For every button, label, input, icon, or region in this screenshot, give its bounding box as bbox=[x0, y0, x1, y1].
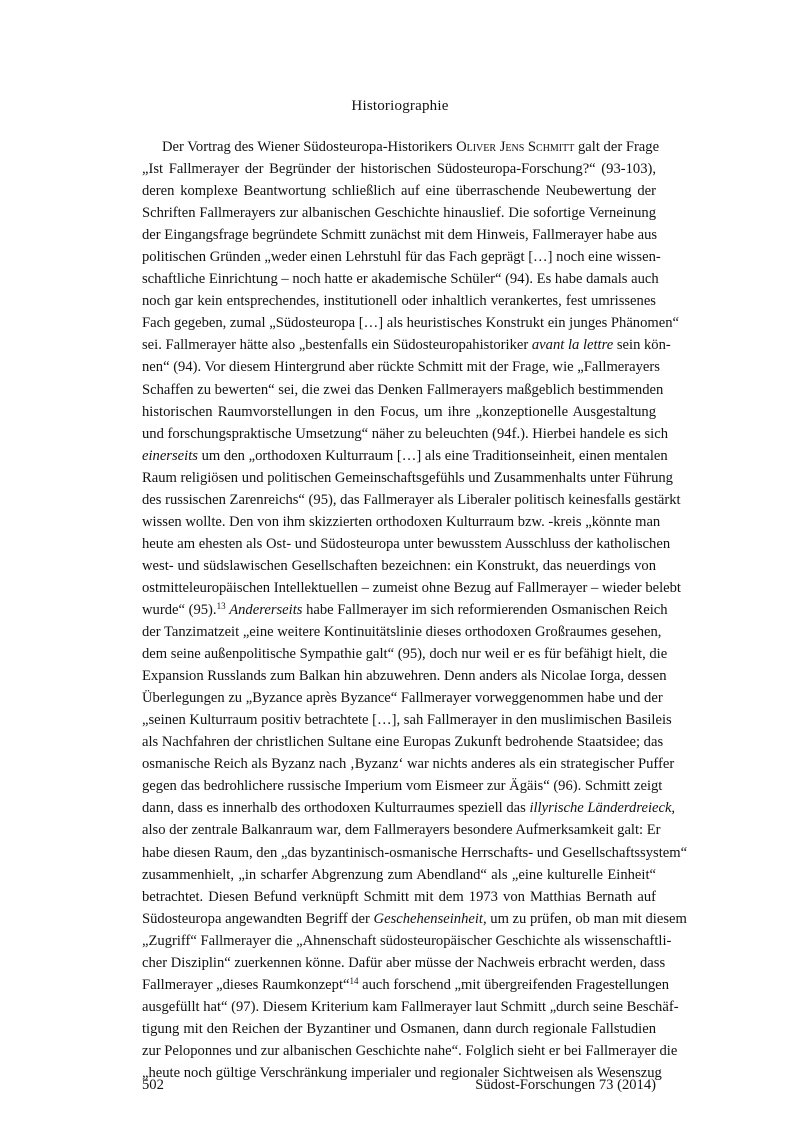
text-line bbox=[142, 775, 663, 797]
text-line bbox=[142, 379, 664, 401]
text-line bbox=[142, 930, 672, 952]
text-line bbox=[142, 136, 660, 158]
text-run: zusammenhielt, „in scharfer Abgrenzung zum Abendland“ als „eine kulturelle Einheit“ bbox=[142, 866, 656, 883]
text-line bbox=[142, 864, 656, 886]
text-run: heute am ehesten als Ost- und Südosteuropa unter bewusstem Ausschluss der katholischen bbox=[142, 535, 671, 552]
text-line bbox=[142, 797, 676, 819]
text-run: deren komplexe Beantwortung schließlich auf eine überraschende Neubewertung der bbox=[142, 183, 656, 200]
page-number: 502 bbox=[142, 1077, 164, 1093]
text-run: west- und südslawischen Gesellschaften bezeichnen: ein Konstrukt, das neuerdings von bbox=[142, 557, 656, 574]
italic-term: illyrische Länderdreieck, bbox=[529, 800, 676, 817]
text-run: als Nachfahren der christlichen Sultane eine Europas Zukunft bedrohende Staatsidee; das bbox=[142, 734, 664, 751]
text-run: ostmitteleuropäischen Intellektuellen – zumeist ohne Bezug auf Fallmerayer – wieder belebt bbox=[142, 579, 681, 596]
text-run: „seinen Kulturraum positiv betrachtete […], sah Fallmerayer in den muslimischen Basileis bbox=[142, 712, 672, 729]
text-line bbox=[142, 996, 679, 1018]
text-run: „heute noch gültige Verschränkung imperialer und regionaler Sichtweisen als Wesenszug bbox=[142, 1064, 662, 1081]
text-run: habe diesen Raum, den „das byzantinisch-osmanische Herrschafts- und Gesellschaftssystem“ bbox=[142, 844, 688, 861]
running-title: Historiographie bbox=[351, 98, 449, 114]
text-run: und forschungspraktische Umsetzung“ näher zu beleuchten (94f.). Hierbei handele es sich bbox=[142, 425, 668, 442]
text-run: der Tanzimatzeit „eine weitere Kontinuitätslinie dieses orthodoxen Großraumes gesehen, bbox=[142, 624, 662, 641]
text-line bbox=[142, 511, 661, 533]
text-run: Überlegungen zu „Byzance après Byzance“ Fallmerayer vorweggenommen habe und der bbox=[142, 690, 663, 707]
text-run: ausgefüllt hat“ (97). Diesem Kriterium kam Fallmerayer laut Schmitt „durch seine Beschäf- bbox=[142, 998, 679, 1015]
text-run: „Zugriff“ Fallmerayer die „Ahnenschaft südosteuropäischer Geschichte als wissenschaftli- bbox=[142, 932, 672, 949]
text-line bbox=[142, 974, 670, 996]
text-line bbox=[142, 158, 656, 180]
text-line bbox=[142, 952, 666, 974]
italic-term: avant la lettre bbox=[531, 337, 614, 354]
text-run: Der Vortrag des Wiener Südosteuropa-Historikers bbox=[162, 139, 457, 155]
text-run: der Eingangsfrage begründete Schmitt zunächst mit dem Hinweis, Fallmerayer habe aus bbox=[142, 227, 658, 244]
text-run: Südosteuropa angewandten Begriff der bbox=[142, 910, 374, 927]
text-line bbox=[142, 1040, 678, 1062]
text-line bbox=[142, 445, 668, 467]
text-line bbox=[142, 533, 671, 555]
text-line bbox=[142, 202, 656, 224]
footnote-ref: 13 bbox=[216, 600, 226, 611]
italic-term: Geschehenseinheit bbox=[373, 910, 483, 927]
text-run: Expansion Russlands zum Balkan hin abzuwehren. Denn anders als Nicolae Iorga, dessen bbox=[142, 668, 667, 685]
text-line bbox=[142, 577, 681, 599]
text-run: , um zu prüfen, ob man mit diesem bbox=[482, 910, 687, 927]
text-run: des russischen Zarenreichs“ (95), das Fallmerayer als Liberaler politisch keinesfalls gestärkt bbox=[142, 491, 681, 508]
text-line bbox=[142, 1018, 656, 1040]
text-run: auch forschend „mit übergreifenden Fragestellungen bbox=[358, 976, 670, 993]
text-run: noch gar kein entsprechendes, institutionell oder inhaltlich verankertes, fest umrissenes bbox=[142, 293, 656, 310]
text-line bbox=[142, 246, 661, 268]
text-line bbox=[142, 268, 659, 290]
text-run: sei. Fallmerayer hätte also „bestenfalls ein Südosteuropahistoriker bbox=[142, 337, 532, 354]
journal-citation: Südost-Forschungen 73 (2014) bbox=[475, 1077, 656, 1093]
text-line bbox=[142, 599, 668, 621]
text-line bbox=[142, 290, 656, 312]
text-run: wissen wollte. Den von ihm skizzierten orthodoxen Kulturraum bzw. -kreis „könnte man bbox=[142, 513, 661, 530]
text-line bbox=[142, 312, 680, 334]
text-run: also der zentrale Balkanraum war, dem Fallmerayers besondere Aufmerksamkeit galt: Er bbox=[142, 822, 661, 839]
text-line bbox=[142, 401, 656, 423]
text-run: wurde“ (95). bbox=[142, 601, 217, 618]
text-run: historischen Raumvorstellungen in den Focus, um ihre „konzeptionelle Ausgestaltung bbox=[142, 403, 656, 420]
text-line bbox=[142, 886, 656, 908]
text-run: Fach gegeben, zumal „Südosteuropa […] als heuristisches Konstrukt ein junges Phänomen“ bbox=[142, 315, 680, 332]
text-run: dem seine außenpolitische Sympathie galt“ (95), doch nur weil er es für befähigt hielt, die bbox=[142, 646, 668, 663]
text-line bbox=[142, 731, 664, 753]
text-line bbox=[142, 489, 681, 511]
text-line bbox=[142, 908, 687, 930]
text-line bbox=[142, 467, 673, 489]
text-run: galt der Frage bbox=[574, 139, 660, 155]
text-run: um den „orthodoxen Kulturraum […] als eine Traditionseinheit, einen mentalen bbox=[197, 447, 668, 464]
text-run: cher Disziplin“ zuerkennen könne. Dafür aber müsse der Nachweis erbracht werden, dass bbox=[142, 954, 666, 971]
text-line bbox=[142, 423, 668, 445]
text-run: sein kön- bbox=[613, 337, 671, 354]
italic-term: Andererseits bbox=[229, 601, 303, 618]
text-run: „Ist Fallmerayer der Begründer der historischen Südosteuropa-Forschung?“ (93-103), bbox=[142, 161, 656, 178]
italic-term: einerseits bbox=[142, 447, 198, 464]
text-line bbox=[142, 224, 656, 246]
text-line bbox=[142, 356, 660, 378]
text-line bbox=[142, 687, 663, 709]
text-run: Fallmerayer „dieses Raumkonzept“ bbox=[142, 976, 350, 993]
text-line bbox=[142, 621, 662, 643]
text-run: Schaffen zu bewerten“ sei, die zwei das Denken Fallmerayers maßgeblich bestimmenden bbox=[142, 381, 664, 398]
text-run: habe Fallmerayer im sich reformierenden Osmanischen Reich bbox=[302, 601, 668, 618]
text-run: nen“ (94). Vor diesem Hintergrund aber rückte Schmitt mit der Frage, wie „Fallmerayers bbox=[142, 359, 660, 376]
text-run: tigung mit den Reichen der Byzantiner und Osmanen, dann durch regionale Fallstudien bbox=[142, 1020, 656, 1037]
text-line bbox=[142, 334, 671, 356]
text-run: schaftliche Einrichtung – noch hatte er akademische Schüler“ (94). Es habe damals auch bbox=[142, 271, 659, 288]
page-footer bbox=[142, 1077, 656, 1094]
text-run: Schriften Fallmerayers zur albanischen Geschichte hinauslief. Die sofortige Verneinung bbox=[142, 205, 656, 222]
text-line bbox=[142, 709, 672, 731]
text-run: zur Peloponnes und zur albanischen Geschichte nahe“. Folglich sieht er bei Fallmerayer die bbox=[142, 1042, 678, 1059]
text-run: osmanische Reich als Byzanz nach ‚Byzanz‘ war nichts anderes als ein strategischer Puffer bbox=[142, 756, 675, 773]
body-paragraph bbox=[142, 136, 688, 1084]
text-line bbox=[142, 842, 688, 864]
text-run: Raum religiösen und politischen Gemeinschaftsgefühls und Zusammenhalts unter Führung bbox=[142, 469, 673, 486]
text-run: dann, dass es innerhalb des orthodoxen Kulturraumes speziell das bbox=[142, 800, 530, 817]
text-line bbox=[142, 180, 656, 202]
text-line bbox=[142, 753, 675, 775]
text-run: politischen Gründen „weder einen Lehrstuhl für das Fach geprägt […] noch eine wissen- bbox=[142, 249, 661, 266]
text-line bbox=[142, 819, 661, 841]
footnote-ref: 14 bbox=[349, 975, 359, 986]
author-name: Oliver Jens Schmitt bbox=[456, 139, 575, 155]
text-line bbox=[142, 555, 656, 577]
text-line bbox=[142, 643, 668, 665]
text-run: betrachtet. Diesen Befund verknüpft Schmitt mit dem 1973 von Matthias Bernath auf bbox=[142, 888, 656, 905]
text-line bbox=[142, 665, 667, 687]
text-run: gegen das bedrohlichere russische Imperium vom Eismeer zur Ägäis“ (96). Schmitt zeigt bbox=[142, 778, 663, 795]
